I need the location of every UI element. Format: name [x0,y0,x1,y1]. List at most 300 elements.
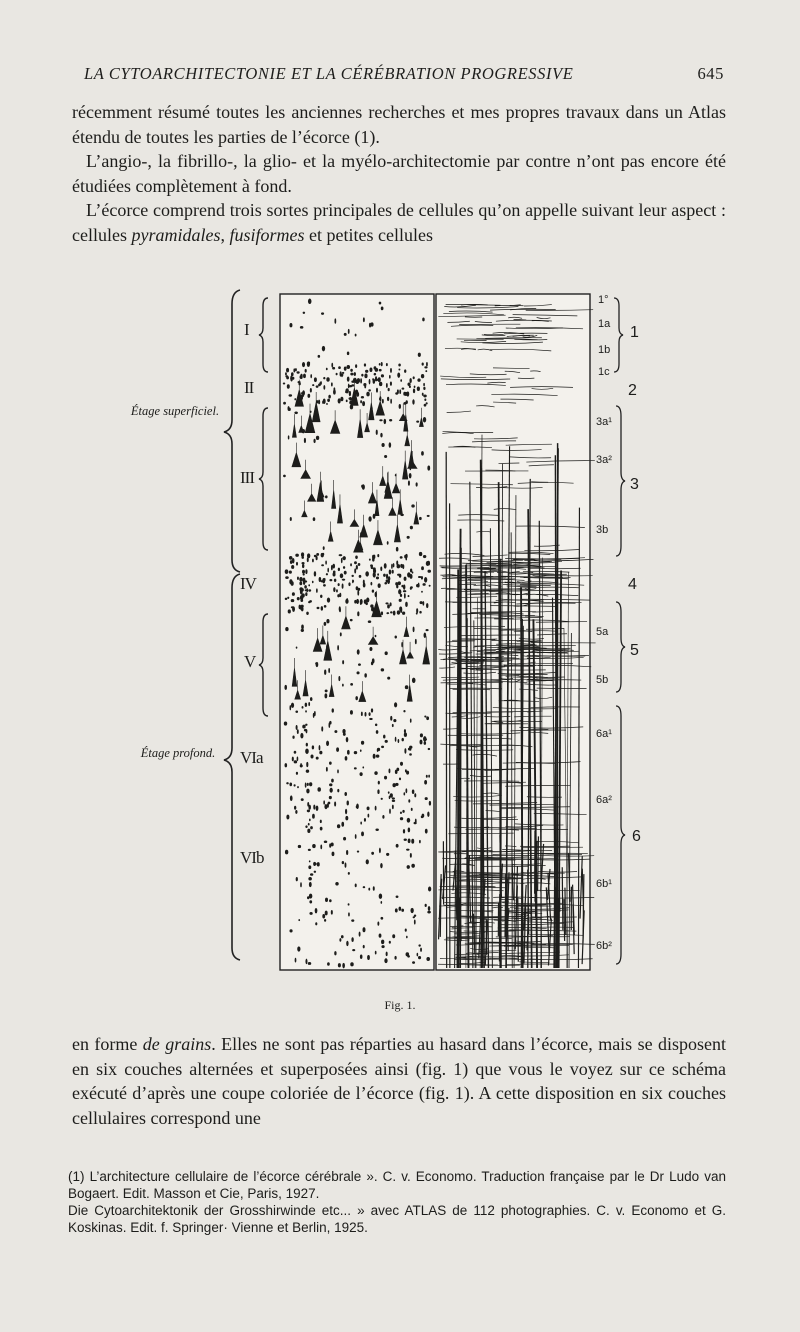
granule-cell [355,834,357,839]
granule-cell [369,559,371,561]
layer-I: I [244,320,249,339]
granule-cell [427,911,431,914]
granule-cell [297,371,300,373]
granule-cell [373,514,376,519]
granule-cell [284,685,287,690]
granule-cell [405,602,408,607]
granule-cell [331,910,333,915]
granule-cell [393,563,395,567]
granule-cell [327,597,330,602]
granule-cell [308,702,310,706]
granule-cell [417,386,420,391]
granule-cell [307,361,310,367]
granule-cell [350,962,353,966]
granule-cell [339,606,341,611]
granule-cell [424,715,426,717]
granule-cell [292,736,294,739]
granule-cell [357,611,359,616]
granule-cell [307,829,310,833]
granule-cell [409,749,411,751]
bottom-paragraph [72,1032,726,1130]
granule-cell [305,710,307,712]
granule-cell [405,929,407,932]
granule-cell [371,708,373,712]
granule-cell [398,739,400,743]
granule-cell [379,382,382,386]
granule-cell [290,929,293,932]
granule-cell [323,584,326,586]
granule-cell [322,914,325,918]
layer-VIb: VIb [240,848,264,867]
granule-cell [351,380,353,383]
granule-cell [292,757,294,762]
granule-cell [300,326,304,329]
granule-cell [327,568,329,573]
granule-cell [329,721,331,725]
granule-cell [417,378,420,382]
granule-cell [423,383,425,386]
granule-cell [408,595,410,597]
granule-cell [321,606,323,611]
granule-cell [392,570,394,574]
granule-cell [356,805,359,808]
label-etage-profond: Étage profond. [140,746,216,760]
granule-cell [312,559,314,563]
granule-cell [404,732,407,736]
granule-cell [338,366,341,369]
granule-cell [328,668,330,673]
granule-cell [354,767,357,769]
granule-cell [423,395,426,398]
granule-cell [400,608,402,613]
granule-cell [363,886,366,888]
granule-cell [396,844,399,848]
granule-cell [405,400,407,404]
granule-cell [402,810,404,813]
granule-cell [369,379,371,385]
granule-cell [399,389,401,394]
granule-cell [297,756,299,761]
granule-cell [412,678,416,683]
granule-cell [323,385,325,390]
granule-cell [324,919,326,922]
granule-cell [414,919,416,924]
granule-cell [375,635,377,638]
granule-cell [344,792,347,796]
granule-cell [286,368,289,373]
granule-cell [285,598,288,600]
granule-cell [424,366,427,368]
cortex-figure [120,284,680,984]
granule-cell [326,619,329,623]
granule-cell [297,729,299,734]
granule-cell [332,564,335,569]
granule-cell [348,384,350,389]
granule-cell [305,369,307,373]
running-header [84,64,724,90]
granule-cell [379,369,382,372]
granule-cell [367,806,370,810]
granule-cell [301,798,304,801]
granule-cell [400,379,402,382]
granule-cell [294,806,296,810]
granule-cell [404,593,406,598]
granule-cell [397,373,400,378]
granule-cell [324,840,327,843]
granule-cell [285,850,288,855]
granule-cell [361,374,363,377]
granule-cell [411,864,415,868]
label-etage-superficiel: Étage superficiel. [130,404,220,418]
granule-cell [387,541,389,545]
granule-cell [405,685,409,689]
granule-cell [421,374,424,378]
granule-cell [426,629,429,631]
granule-cell [358,563,361,566]
granule-cell [334,579,336,582]
granule-cell [410,586,413,588]
granule-cell [366,859,369,864]
granule-cell [346,941,348,946]
granule-cell [342,660,344,664]
granule-cell [336,589,338,592]
granule-cell [381,362,383,366]
granule-cell [425,797,428,800]
granule-cell [306,769,309,772]
granule-cell [340,632,342,636]
granule-cell [408,838,411,843]
granule-cell [418,353,421,357]
granule-cell [299,581,302,585]
granule-cell [308,299,311,304]
granule-cell [395,392,398,394]
granule-cell [300,374,302,379]
granule-cell [335,882,338,886]
granule-cell [421,815,424,818]
granule-cell [399,574,402,578]
granule-cell [380,433,382,438]
layer-V: V [244,652,256,671]
granule-cell [332,708,334,712]
granule-cell [331,382,333,386]
granule-cell [403,829,405,833]
granule-cell [348,872,350,875]
granule-cell [411,504,414,507]
granule-cell [414,385,416,388]
granule-cell [381,668,384,671]
granule-cell [424,633,427,638]
granule-cell [345,816,348,821]
granule-cell [385,740,388,743]
granule-cell [393,719,396,722]
granule-cell [291,703,294,708]
granule-cell [308,877,312,881]
granule-cell [428,906,431,911]
granule-cell [310,826,313,829]
granule-cell [339,554,343,556]
granule-cell [309,860,311,862]
granule-cell [374,373,376,376]
granule-cell [415,639,417,644]
granule-cell [330,788,333,793]
granule-cell [334,730,337,733]
granule-cell [328,802,331,805]
granule-cell [308,865,311,869]
granule-cell [346,598,348,603]
granule-cell [316,662,319,667]
granule-cell [392,800,395,802]
figure-caption: Fig. 1. [384,998,416,1012]
granule-cell [422,393,424,396]
granule-cell [389,419,392,421]
granule-cell [334,801,336,806]
sublabel-3a1: 3a¹ [596,416,612,428]
granule-cell [360,749,362,752]
granule-cell [313,805,315,810]
granule-cell [302,429,305,433]
granule-cell [310,754,313,758]
granule-cell [424,780,427,785]
granule-cell [389,768,391,773]
granule-cell [388,576,390,579]
sublabel-3b: 3b [596,524,609,536]
granule-cell [424,398,426,401]
granule-cell [332,367,335,370]
granule-cell [348,912,350,916]
granule-cell [389,941,391,944]
granule-cell [295,368,297,371]
paragraph-3-comma: , [220,224,230,245]
granule-cell [386,363,388,366]
granule-cell [301,706,303,709]
granule-cell [404,792,406,795]
granule-cell [355,364,357,368]
paragraph-3-end: et petites cellules [304,224,433,245]
granule-cell [303,312,306,314]
granule-cell [364,599,367,604]
granule-cell [312,745,314,749]
granule-cell [403,710,405,712]
granule-cell [326,767,328,772]
granule-cell [315,922,317,925]
granule-cell [419,552,422,556]
granule-cell [320,820,322,824]
sublabel-1a: 1a [598,318,611,330]
granule-cell [363,580,365,585]
granule-cell [359,575,362,578]
granule-cell [341,935,344,938]
granule-cell [421,576,423,580]
granule-cell [316,385,319,387]
sublabel-5a: 5a [596,626,609,638]
granule-cell [382,815,384,819]
granule-cell [422,318,424,322]
granule-cell [400,762,403,766]
granule-cell [386,574,388,579]
granule-cell [356,599,359,604]
granule-cell [360,400,362,403]
granule-cell [309,882,312,887]
granule-cell [426,775,428,778]
granule-cell [427,466,430,471]
granule-cell [407,536,410,539]
granule-cell [318,355,321,358]
granule-cell [306,588,308,592]
granule-cell [307,553,310,558]
granule-cell [418,576,421,578]
granule-cell [351,575,353,577]
granule-cell [413,376,415,379]
granule-cell [327,962,330,966]
granule-cell [309,819,311,822]
granule-cell [310,388,312,393]
granule-cell [342,729,345,734]
granule-cell [326,741,329,746]
granule-cell [365,712,367,717]
page-number: 645 [697,64,724,83]
granule-cell [307,810,310,813]
granule-cell [350,710,353,715]
granule-cell [377,554,379,557]
granule-cell [297,576,299,580]
granule-cell [426,362,428,366]
granule-cell [379,933,382,937]
granule-cell [381,940,384,944]
granule-cell [346,850,348,855]
granule-cell [381,901,383,904]
granule-cell [314,571,316,576]
granule-cell [369,647,372,651]
granule-cell [420,948,422,952]
granule-cell [361,396,364,399]
granule-cell [324,670,326,675]
granule-cell [383,735,385,739]
granule-cell [426,957,430,961]
granule-cell [405,769,407,772]
sublabel-6a2: 6a² [596,794,612,806]
granule-cell [331,779,334,783]
granule-cell [424,404,427,407]
granule-cell [350,373,353,376]
granule-cell [347,352,350,356]
granule-cell [429,801,431,806]
granule-cell [297,786,299,788]
granule-cell [300,763,302,768]
granule-cell [354,751,357,754]
granule-cell [418,956,421,959]
granule-cell [362,766,364,768]
granule-cell [403,590,406,592]
granule-cell [429,585,431,587]
granule-cell [419,517,422,520]
brace-deep [224,574,240,960]
granule-cell [371,852,374,855]
term-grains: de grains [142,1034,212,1054]
granule-cell [345,862,347,867]
granule-cell [289,394,293,396]
granule-cell [304,438,306,443]
granule-cell [386,952,388,957]
granule-cell [375,368,378,372]
granule-cell [361,741,364,745]
granule-cell [413,389,415,394]
granule-cell [391,564,393,569]
granule-cell [338,676,340,681]
granule-cell [384,776,387,780]
granule-cell [303,374,306,379]
granule-cell [298,845,301,848]
granule-cell [285,627,288,631]
granule-cell [306,762,308,767]
granule-cell [420,601,423,604]
granule-cell [326,403,328,405]
granule-cell [428,748,431,750]
granule-cell [389,442,392,448]
brace-right-3 [616,406,625,556]
paragraph-3-text: L’écorce comprend trois sortes principales de cellules qu’on appelle suivant leur aspect : cellules [72,200,726,245]
granule-cell [392,934,395,938]
granule-cell [351,384,354,386]
granule-cell [334,318,336,323]
granule-cell [336,373,338,376]
granule-cell [313,713,315,718]
granule-cell [347,801,349,806]
granule-cell [425,370,427,372]
granule-cell [376,754,380,757]
granule-cell [326,377,329,381]
granule-cell [352,579,354,583]
granule-cell [324,693,327,698]
term-fusiformes: fusiformes [229,224,305,245]
granule-cell [296,725,298,730]
granule-cell [290,517,292,521]
granule-cell [283,475,286,478]
granule-cell [406,936,408,939]
granule-cell [290,795,293,801]
granule-cell [358,663,361,666]
granule-cell [293,368,295,372]
granule-cell [381,374,384,377]
granule-cell [361,712,363,716]
paragraph-3 [72,198,726,247]
granule-cell [320,845,322,850]
granule-cell [428,570,431,573]
granule-cell [329,761,332,764]
granule-cell [342,684,344,687]
granule-cell [384,958,387,963]
granule-cell [370,322,373,326]
granule-cell [296,646,298,648]
granule-cell [378,781,380,785]
sublabel-6b1: 6b¹ [596,878,612,890]
granule-cell [339,593,341,597]
granule-cell [291,599,295,602]
granule-cell [373,754,376,759]
granule-cell [314,377,317,382]
granule-cell [382,399,384,404]
granule-cell [329,579,332,581]
granule-cell [309,782,312,786]
granule-cell [380,567,382,572]
granule-cell [292,606,295,612]
granule-cell [385,651,388,655]
granule-cell [427,515,430,517]
granule-cell [360,599,363,604]
granule-cell [428,887,431,892]
granule-cell [375,951,377,955]
granule-cell [352,949,355,951]
granule-cell [398,589,401,594]
